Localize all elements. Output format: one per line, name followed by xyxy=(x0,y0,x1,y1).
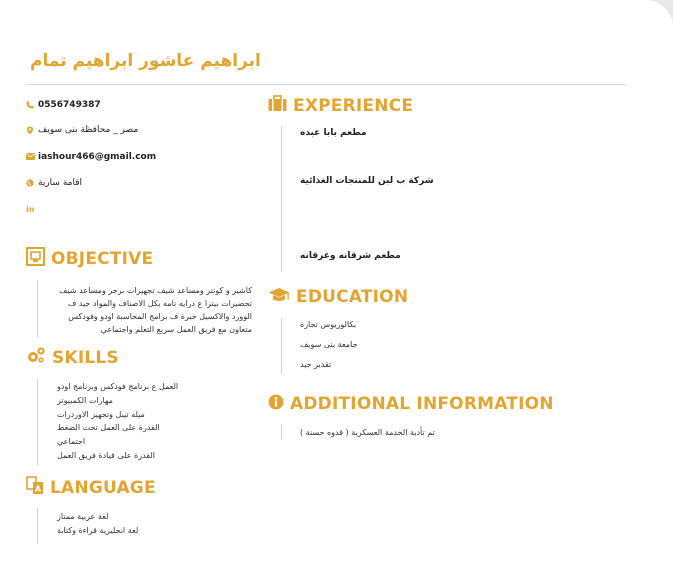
email-address[interactable]: iashour466@gmail.com xyxy=(38,152,157,162)
experience-rule xyxy=(281,126,282,272)
phone-icon xyxy=(26,101,34,109)
additional-item: تم تأدية الخدمة العسكرية ( قدوه حسنة ) xyxy=(300,428,435,437)
candidate-name: ابراهيم عاشور ابراهيم تمام xyxy=(30,51,261,71)
language-item: لغة عربية ممتاز xyxy=(57,512,109,521)
contact-residency xyxy=(26,178,82,188)
skill-item: القدرة على العمل تحت الضغط xyxy=(57,423,160,432)
education-item: تقدير جيد xyxy=(300,360,332,369)
name-divider xyxy=(26,84,626,85)
skill-item: القدرة على قيادة فريق العمل xyxy=(57,451,155,460)
objective-title: OBJECTIVE xyxy=(51,248,154,269)
globe-icon xyxy=(26,179,34,187)
additional-heading xyxy=(268,394,554,414)
skill-item: مهارات الكمبيوتر xyxy=(57,396,113,405)
objective-icon xyxy=(26,247,45,270)
objective-heading xyxy=(26,247,153,270)
education-item: جامعة بنى سويف xyxy=(300,340,358,349)
language-heading xyxy=(26,476,156,499)
address-text: مصر _ محافظة بنى سويف xyxy=(38,125,139,135)
contact-phone xyxy=(26,100,101,110)
skill-item: اجتماعي xyxy=(57,437,86,446)
linkedin-icon[interactable]: in xyxy=(26,205,35,214)
skills-rule xyxy=(37,379,38,465)
location-pin-icon xyxy=(26,126,34,134)
education-title: EDUCATION xyxy=(296,287,409,307)
objective-text: كاشير و كونتر ومساعد شيف تجهيزات برجر ومساعد شيف تحضيرات بيتزا ع درايه تامه بكل الاصناف والمواد جيد ف الوورد والاكسيل خبرة ف برامج المحاسبة اودو وفودكس متعاون مع فريق العمل سريع التعلم واجتماعي xyxy=(59,286,252,334)
language-icon xyxy=(26,476,44,499)
graduation-cap-icon xyxy=(268,287,290,307)
language-rule xyxy=(37,508,38,544)
briefcase-icon xyxy=(268,95,287,116)
skill-item: ميله تيبل وتجهيز الاوردرات xyxy=(57,410,145,419)
skill-item: العمل ع برنامج فودكس وبرنامج اودو xyxy=(57,382,179,391)
gears-icon xyxy=(26,346,46,369)
education-item: بكالوريوس تجارة xyxy=(300,320,357,329)
svg-text:A: A xyxy=(34,484,42,494)
phone-number: 0556749387 xyxy=(38,100,101,110)
education-rule xyxy=(281,318,282,374)
additional-rule xyxy=(281,424,282,440)
additional-title: ADDITIONAL INFORMATION xyxy=(290,394,554,414)
experience-item: شركة ب لبن للمنتجات الغذائية xyxy=(300,176,434,186)
education-heading xyxy=(268,287,408,307)
language-title: LANGUAGE xyxy=(50,477,156,498)
language-item: لغة انجليزية قراءة وكتابة xyxy=(57,526,139,535)
skills-heading xyxy=(26,346,119,369)
email-icon xyxy=(26,153,34,161)
experience-title: EXPERIENCE xyxy=(293,95,414,116)
experience-heading xyxy=(268,95,413,116)
experience-item: مطعم بابا عبده xyxy=(300,128,367,138)
objective-rule xyxy=(37,280,38,337)
skills-title: SKILLS xyxy=(52,347,119,368)
residency-text: اقامة سارية xyxy=(38,178,83,188)
info-icon xyxy=(268,394,284,414)
contact-email xyxy=(26,152,156,162)
contact-address xyxy=(26,125,138,135)
experience-item: مطعم شرقانه وغرقانه xyxy=(300,251,401,261)
